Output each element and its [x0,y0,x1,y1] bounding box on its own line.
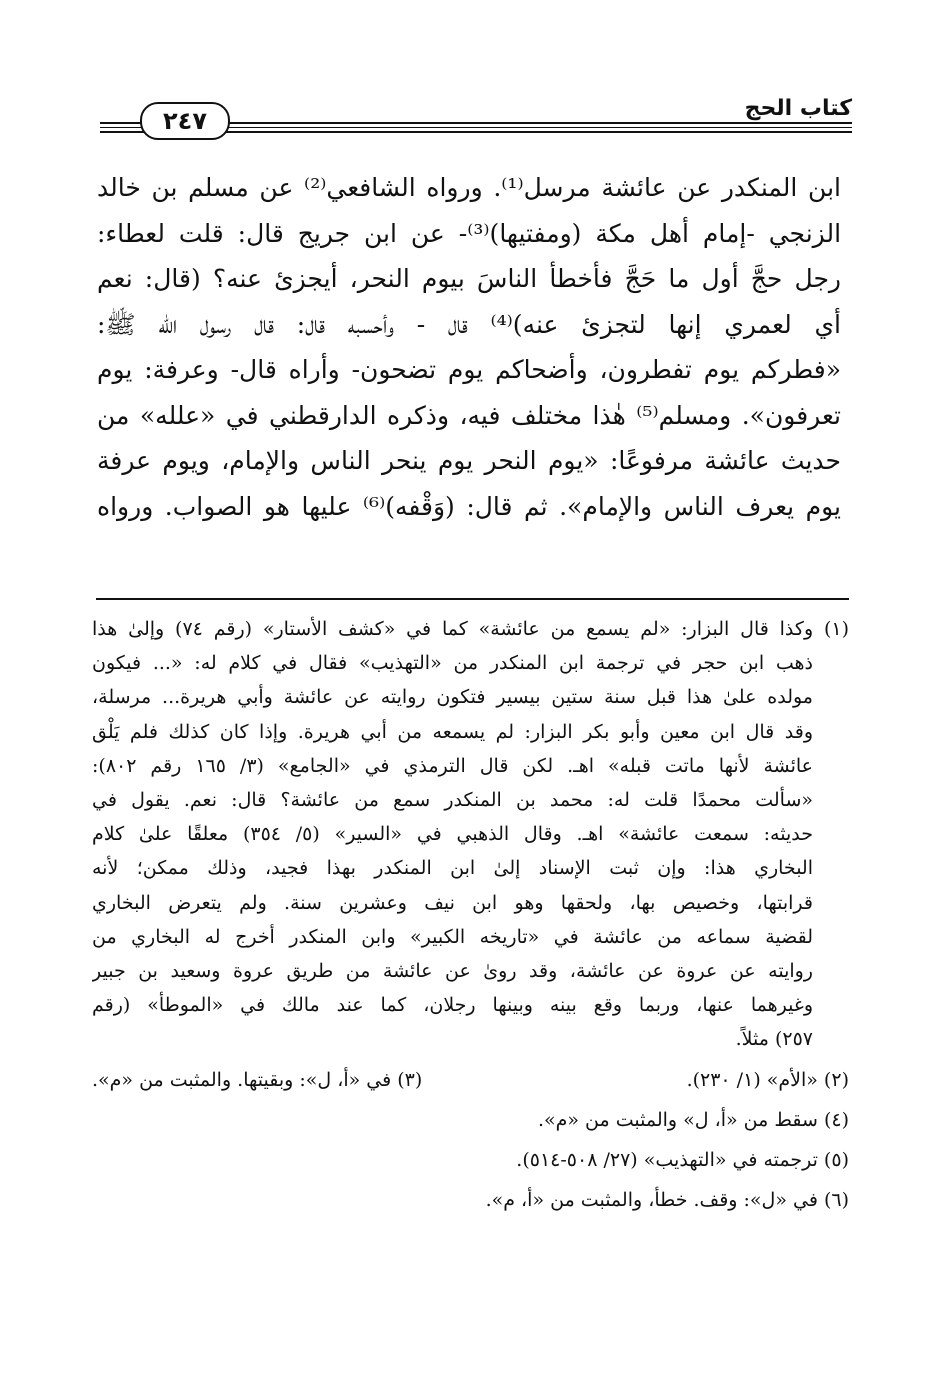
footnote-line: مولده علىٰ هذا قبل سنة ستين بيسير فتكون روايته عن عائشة وأبي هريرة... مرسلة، [92,686,813,709]
footnote-line: ذهب ابن حجر في ترجمة ابن المنكدر من «التهذيب» فقال في كلام له: «... فيكون [92,652,813,675]
text-line: يوم يعرف الناس والإمام». ثم قال: (وَقْفه)⁽⁶⁾ عليها هو الصواب. ورواه [97,491,841,521]
text-line: ابن المنكدر عن عائشة مرسل⁽¹⁾. ورواه الشافعي⁽²⁾ عن مسلم بن خالد [97,173,841,202]
footnote-line: وقد قال ابن معين وأبو بكر البزار: لم يسمعه من أبي هريرة. وإذا كان كذلك فلم يَلْق [92,720,813,743]
footnote-line: وغيرهما عنها، وربما وقع بينه وبينها رجلان، كما عند مالك في «الموطأ» (رقم [92,994,813,1017]
footnote-6: (٦) في «ل»: وقف. خطأ، والمثبت من «أ، م». [485,1189,849,1212]
footnote-3: (٣) في «أ، ل»: وبقيتها. والمثبت من «م». [92,1068,423,1091]
page-number: ٢٤٧ [140,102,230,140]
footnote-line: لقضية سماعه من عائشة في «تاريخه الكبير» وابن المنكدر أخرج له البخاري من [92,925,813,948]
text-line: الزنجي -إمام أهل مكة (ومفتيها)⁽³⁾- عن ابن جريج قال: قلت لعطاء: [97,218,841,248]
footnote-line: قرابتها، وخصيص بها، ولحقها وهو ابن نيف وعشرين سنة. ولم يتعرض البخاري [92,891,813,914]
book-title: كتاب الحج [735,96,852,121]
text-line: أي لعمري إنها لتجزئ عنه)⁽⁴⁾ قال - وأحسبه قال: قال رسول الله ﷺ: [97,309,841,339]
footnote-line: حديثه: سمعت عائشة» اهـ. وقال الذهبي في «السير» (٥/ ٣٥٤) معلقًا علىٰ كلام [92,823,813,846]
footnote-4: (٤) سقط من «أ، ل» والمثبت من «م». [537,1108,849,1131]
text-line: حديث عائشة مرفوعًا: «يوم النحر يوم ينحر الناس والإمام، ويوم عرفة [97,446,841,475]
footnote-5: (٥) ترجمته في «التهذيب» (٢٧/ ٥٠٨-٥١٤). [516,1149,849,1172]
main-text [97,165,841,529]
page-header [100,96,852,144]
footnote-line: «سألت محمدًا قلت له: محمد بن المنكدر سمع من عائشة؟ قال: نعم. يقول في [92,789,813,812]
footnote-line: ٢٥٧) مثلاً. [735,1028,813,1051]
text-line: «فطركم يوم تفطرون، وأضحاكم يوم تضحون- وأراه قال- وعرفة: يوم [97,355,841,384]
footnote-line: (١) وكذا قال البزار: «لم يسمع من عائشة» كما في «كشف الأستار» (رقم ٧٤) وإلىٰ هذا [92,618,849,640]
footnote-line: عائشة لأنها ماتت قبله» اهـ. لكن قال الترمذي في «الجامع» (٣/ ١٦٥ رقم ٨٠٢): [92,754,813,777]
footnote-1 [92,612,849,1057]
footnote-2: (٢) «الأم» (١/ ٢٣٠). [686,1068,849,1091]
footnote-row-2-3 [92,1063,849,1097]
text-line: تعرفون». ومسلم⁽⁵⁾ هٰذا مختلف فيه، وذكره الدارقطني في «علله» من [97,400,841,430]
footnote-divider [96,598,849,600]
footnotes [92,612,849,1217]
footnote-line: البخاري هذا: وإن ثبت الإسناد إلىٰ ابن المنكدر بهذا فجيد، وذلك ممكن؛ لأنه [92,857,813,880]
footnote-line: روايته عن عروة عن عائشة، وقد روىٰ عن عائشة من طريق عروة وسعيد بن جبير [92,960,813,983]
text-line: رجل حجَّ أول ما حَجَّ فأخطأ الناسَ بيوم النحر، أيجزئ عنه؟ (قال: نعم [97,264,841,293]
